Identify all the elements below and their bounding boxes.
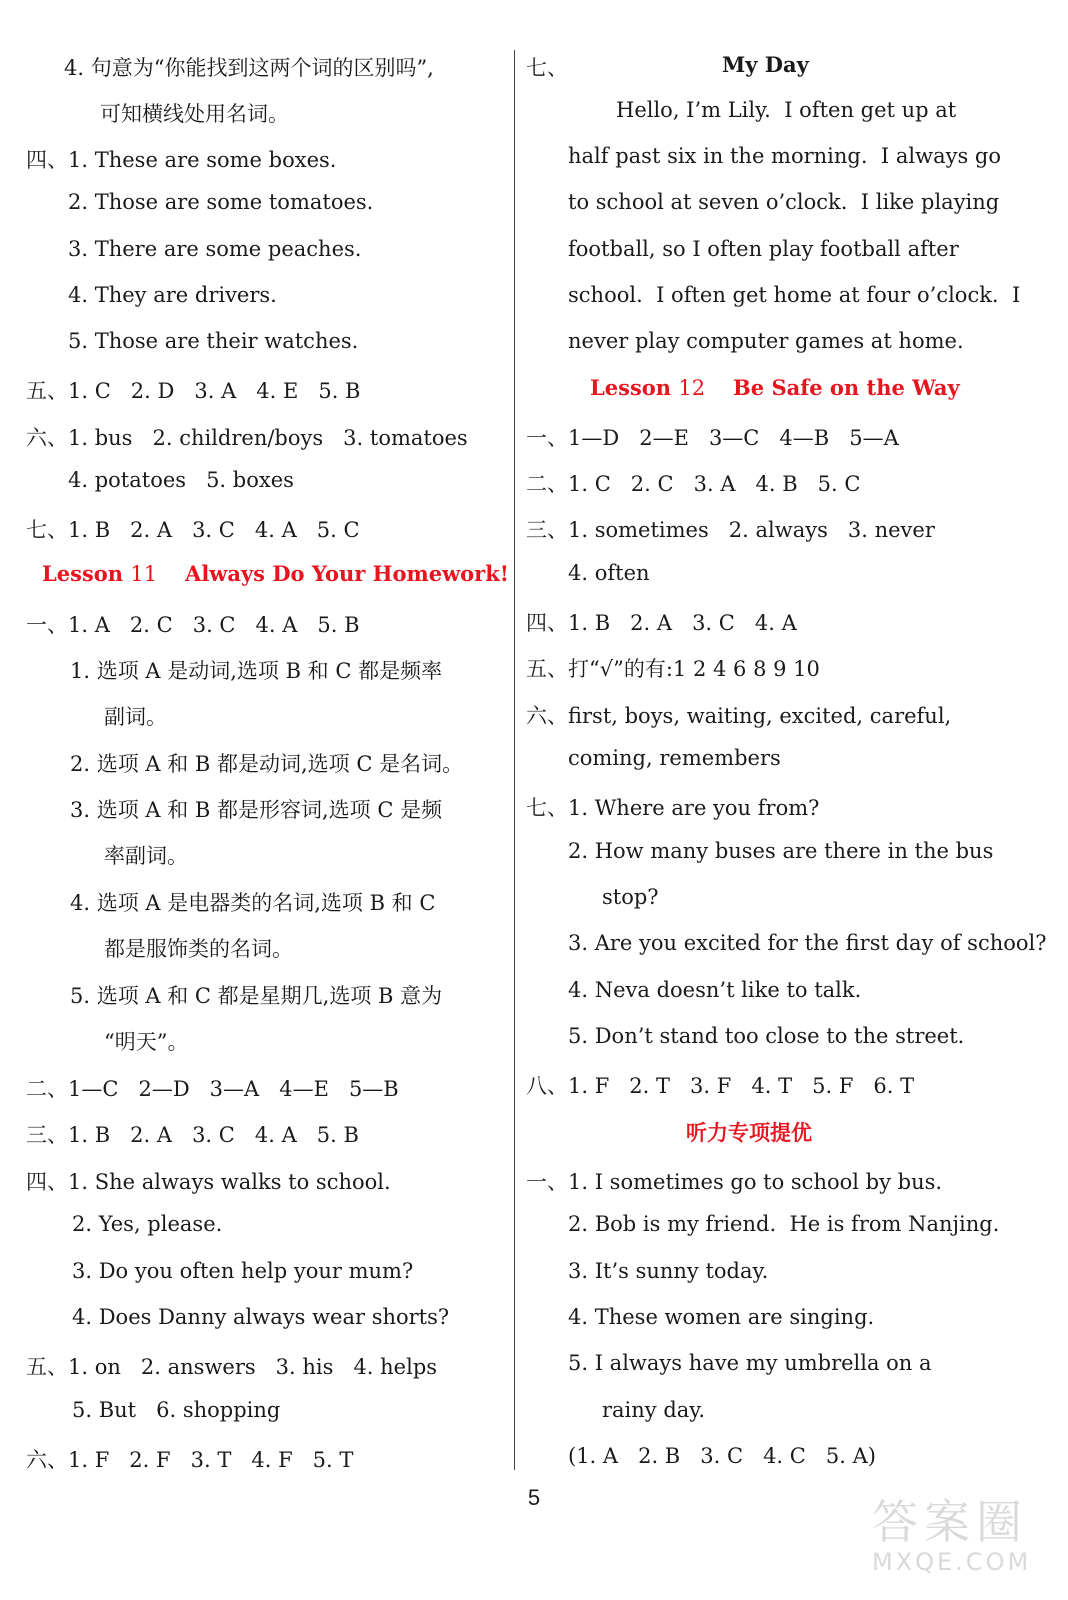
lesson-title: Always Do Your Homework! [163, 561, 510, 586]
answer-line: 七、 [526, 56, 568, 80]
answer-line: 副词。 [104, 705, 167, 729]
answer-line: rainy day. [602, 1398, 706, 1422]
answer-line: 八、1. F 2. T 3. F 4. T 5. F 6. T [526, 1074, 915, 1098]
answer-line: 二、1. C 2. C 3. A 4. B 5. C [526, 472, 861, 496]
answer-line: 4. Does Danny always wear shorts? [72, 1305, 450, 1329]
column-divider [514, 50, 515, 1470]
answer-line: 2. Bob is my friend. He is from Nanjing. [568, 1212, 1000, 1236]
watermark [872, 1486, 1058, 1588]
answer-line: 2. Yes, please. [72, 1212, 223, 1236]
answer-line: 三、1. B 2. A 3. C 4. A 5. B [26, 1123, 359, 1147]
answer-line: 4. often [568, 561, 650, 585]
page-number: 5 [527, 1485, 541, 1510]
answer-line: half past six in the morning. I always go [568, 144, 1001, 168]
answer-line: 3. 选项 A 和 B 都是形容词,选项 C 是频 [70, 798, 443, 822]
answer-line: never play computer games at home. [568, 329, 964, 353]
answer-line: school. I often get home at four o’clock. I [568, 283, 1021, 307]
lesson-label: Lesson [590, 375, 679, 400]
answer-line: 率副词。 [104, 844, 188, 868]
lesson-number: 12 [678, 376, 706, 400]
answer-line: 1. 选项 A 是动词,选项 B 和 C 都是频率 [70, 659, 443, 683]
answer-line: football, so I often play football after [568, 237, 959, 261]
lesson-title: Be Safe on the Way [711, 375, 960, 400]
answer-line: (1. A 2. B 3. C 4. C 5. A) [568, 1444, 876, 1468]
section-heading: 听力专项提优 [686, 1120, 812, 1145]
answer-line: 5. Those are their watches. [68, 329, 359, 353]
answer-line: 4. Neva doesn’t like to talk. [568, 978, 862, 1002]
answer-line: coming, remembers [568, 746, 781, 770]
answer-line: 5. But 6. shopping [72, 1398, 281, 1422]
answer-line: 5. 选项 A 和 C 都是星期几,选项 B 意为 [70, 984, 443, 1008]
lesson-number: 11 [130, 562, 158, 586]
lesson-label: Lesson [42, 561, 131, 586]
answer-line: 3. There are some peaches. [68, 237, 362, 261]
answer-line: 4. These women are singing. [568, 1305, 875, 1329]
answer-line: 四、1. She always walks to school. [26, 1170, 391, 1194]
answer-line: stop? [602, 885, 659, 909]
answer-line: 六、1. bus 2. children/boys 3. tomatoes [26, 426, 468, 450]
answer-line: 2. How many buses are there in the bus [568, 839, 994, 863]
answer-line: “明天”。 [104, 1030, 189, 1054]
essay-title: My Day [722, 52, 809, 77]
lesson-heading [590, 375, 960, 400]
answer-line: 4. 句意为“你能找到这两个词的区别吗”, [64, 56, 434, 80]
answer-line: 五、1. C 2. D 3. A 4. E 5. B [26, 379, 361, 403]
answer-line: 六、first, boys, waiting, excited, careful, [526, 704, 952, 728]
answer-line: 2. 选项 A 和 B 都是动词,选项 C 是名词。 [70, 752, 464, 776]
answer-line: 二、1—C 2—D 3—A 4—E 5—B [26, 1077, 399, 1101]
answer-line: 五、1. on 2. answers 3. his 4. helps [26, 1355, 438, 1379]
answer-line: 七、1. B 2. A 3. C 4. A 5. C [26, 518, 360, 542]
lesson-heading [42, 561, 509, 586]
answer-line: 3. Do you often help your mum? [72, 1259, 414, 1283]
answer-line: 三、1. sometimes 2. always 3. never [526, 518, 935, 542]
answer-line: 可知横线处用名词。 [100, 102, 289, 126]
answer-line: 都是服饰类的名词。 [104, 937, 293, 961]
answer-line: Hello, I’m Lily. I often get up at [616, 98, 957, 122]
answer-line: 一、1. A 2. C 3. C 4. A 5. B [26, 613, 360, 637]
watermark-url: MXQE.COM [872, 1548, 1032, 1576]
answer-line: 4. potatoes 5. boxes [68, 468, 294, 492]
answer-line: 3. Are you excited for the first day of school? [568, 931, 1047, 955]
answer-line: 5. I always have my umbrella on a [568, 1351, 932, 1375]
answer-line: 四、1. B 2. A 3. C 4. A [526, 611, 797, 635]
answer-line: 5. Don’t stand too close to the street. [568, 1024, 965, 1048]
answer-line: 四、1. These are some boxes. [26, 148, 337, 172]
answer-line: to school at seven o’clock. I like playing [568, 190, 1000, 214]
answer-line: 3. It’s sunny today. [568, 1259, 769, 1283]
answer-line: 4. 选项 A 是电器类的名词,选项 B 和 C [70, 891, 436, 915]
answer-line: 一、1—D 2—E 3—C 4—B 5—A [526, 426, 899, 450]
answer-line: 4. They are drivers. [68, 283, 277, 307]
answer-line: 五、打“√”的有:1 2 4 6 8 9 10 [526, 657, 820, 681]
answer-line: 六、1. F 2. F 3. T 4. F 5. T [26, 1448, 354, 1472]
watermark-logo: 答案圈 [872, 1495, 1028, 1549]
answer-line: 一、1. I sometimes go to school by bus. [526, 1170, 943, 1194]
answer-line: 七、1. Where are you from? [526, 796, 820, 820]
answer-line: 2. Those are some tomatoes. [68, 190, 374, 214]
